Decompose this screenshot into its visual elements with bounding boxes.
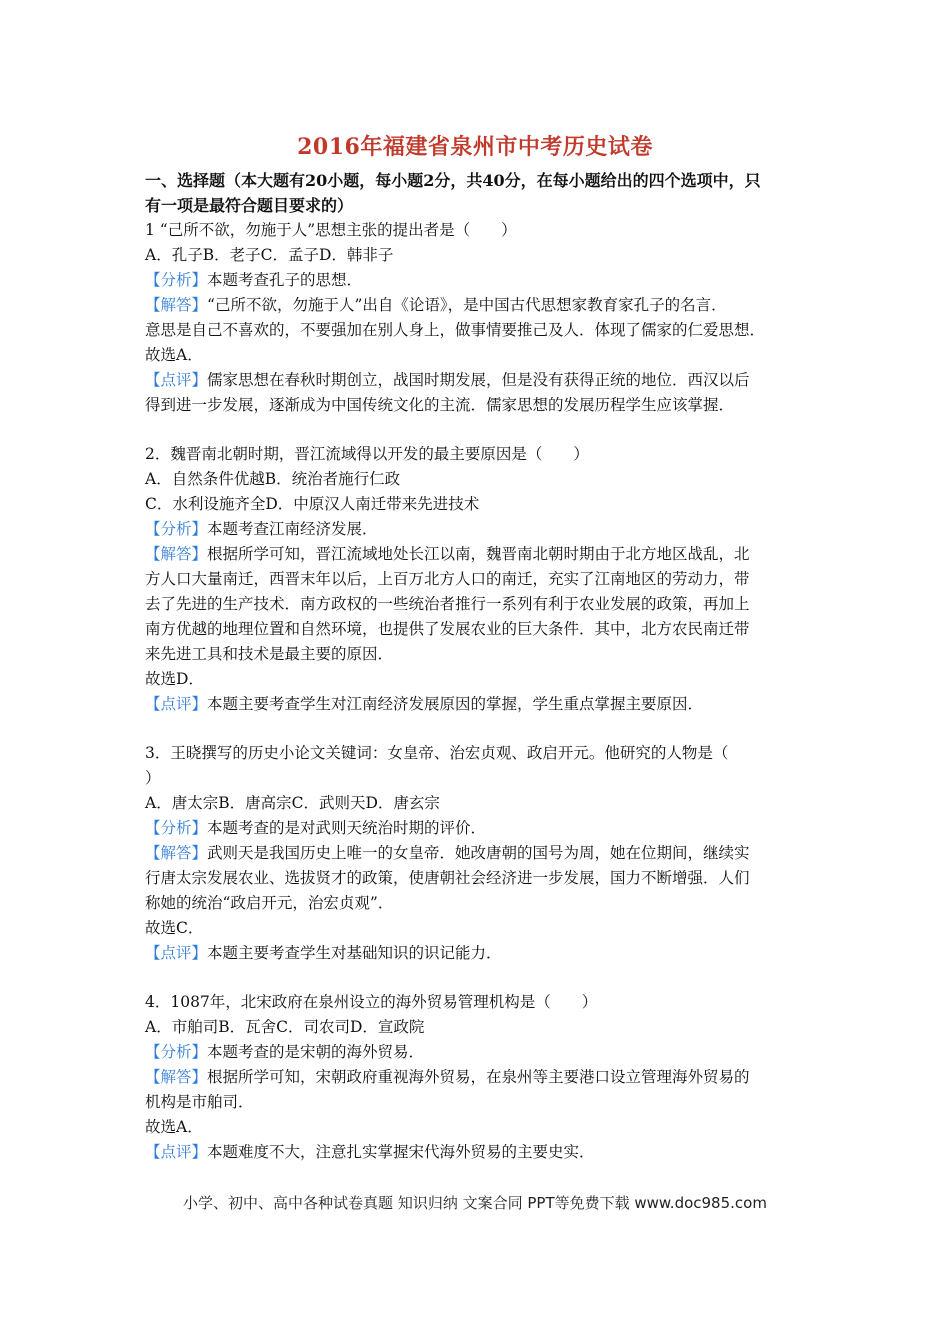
q1-answer (145, 293, 825, 318)
q3-analysis (145, 816, 825, 841)
q4-question: 4．1087年，北宋政府在泉州设立的海外贸易管理机构是（ ） (145, 993, 598, 1011)
q1-answer-line1: “己所不欲，勿施于人”出自《论语》，是中国古代思想家教育家孔子的名言． (207, 296, 727, 314)
analysis-tag: 【分析】 (145, 1043, 208, 1061)
q2-choice: 故选D． (145, 670, 204, 688)
q4-choice: 故选A． (145, 1118, 203, 1136)
q1-analysis-text: 本题考查孔子的思想． (207, 271, 363, 289)
q2-comment-text: 本题主要考查学生对江南经济发展原因的掌握，学生重点掌握主要原因． (207, 695, 704, 713)
q2-comment (145, 692, 825, 717)
q3-choice: 故选C． (145, 919, 204, 937)
analysis-tag: 【分析】 (145, 819, 208, 837)
comment-tag: 【点评】 (145, 695, 208, 713)
q2-answer-line3: 去了先进的生产技术．南方政权的一些统治者推行一系列有利于农业发展的政策，再加上 (145, 595, 750, 613)
analysis-tag: 【分析】 (145, 271, 208, 289)
q1-options: A．孔子B．老子C．孟子D．韩非子 (145, 246, 394, 264)
q3-answer-line3: 称她的统治“政启开元，治宏贞观”． (145, 894, 394, 912)
answer-tag: 【解答】 (145, 1068, 208, 1086)
q2-answer (145, 542, 825, 567)
q4-comment (145, 1140, 825, 1165)
comment-tag: 【点评】 (145, 944, 208, 962)
q4-analysis (145, 1040, 825, 1065)
q2-answer-line2: 方人口大量南迁，西晋末年以后，上百万北方人口的南迁，充实了江南地区的劳动力，带 (145, 570, 750, 588)
answer-tag: 【解答】 (145, 844, 208, 862)
comment-tag: 【点评】 (145, 1143, 208, 1161)
q1-analysis (145, 268, 825, 293)
q2-analysis (145, 517, 825, 542)
q4-options: A．市舶司B．瓦舍C．司农司D．宣政院 (145, 1018, 425, 1036)
q3-question-line2: ） (145, 769, 161, 787)
q3-answer (145, 841, 825, 866)
q2-answer-line5: 来先进工具和技术是最主要的原因． (145, 645, 394, 663)
page-title: 2016年福建省泉州市中考历史试卷 (297, 134, 653, 160)
answer-tag: 【解答】 (145, 296, 208, 314)
q4-answer-line1: 根据所学可知，宋朝政府重视海外贸易，在泉州等主要港口设立管理海外贸易的 (207, 1068, 750, 1086)
analysis-tag: 【分析】 (145, 520, 208, 538)
q1-comment-line2: 得到进一步发展，逐渐成为中国传统文化的主流．儒家思想的发展历程学生应该掌握． (145, 396, 735, 414)
q3-answer-line1: 武则天是我国历史上唯一的女皇帝．她改唐朝的国号为周，她在位期间，继续实 (207, 844, 750, 862)
q2-question: 2．魏晋南北朝时期，晋江流域得以开发的最主要原因是（ ） (145, 445, 589, 463)
q4-answer-line2: 机构是市舶司． (145, 1093, 254, 1111)
q3-comment-text: 本题主要考查学生对基础知识的识记能力． (207, 944, 502, 962)
q3-analysis-text: 本题考查的是对武则天统治时期的评价． (207, 819, 487, 837)
q1-question: 1 “己所不欲，勿施于人”思想主张的提出者是（ ） (145, 221, 517, 239)
q2-answer-line4: 南方优越的地理位置和自然环境，也提供了发展农业的巨大条件．其中，北方农民南迁带 (145, 620, 750, 638)
q1-comment (145, 368, 825, 393)
q1-choice: 故选A． (145, 346, 203, 364)
q3-question-line1: 3．王晓撰写的历史小论文关键词：女皇帝、治宏贞观、政启开元。他研究的人物是（ (145, 744, 729, 762)
q3-comment (145, 941, 825, 966)
q1-answer-line2: 意思是自己不喜欢的，不要强加在别人身上，做事情要推己及人．体现了儒家的仁爱思想． (145, 321, 766, 339)
q3-answer-line2: 行唐太宗发展农业、选拔贤才的政策，使唐朝社会经济进一步发展，国力不断增强．人们 (145, 869, 750, 887)
q1-comment-line1: 儒家思想在春秋时期创立，战国时期发展，但是没有获得正统的地位．西汉以后 (207, 371, 750, 389)
q4-answer (145, 1065, 825, 1090)
section-heading-line2: 有一项是最符合题目要求的） (145, 196, 354, 215)
q2-options-line1: A．自然条件优越B．统治者施行仁政 (145, 470, 401, 488)
comment-tag: 【点评】 (145, 371, 208, 389)
answer-tag: 【解答】 (145, 545, 208, 563)
section-heading-line1: 一、选择题（本大题有20小题，每小题2分，共40分，在每小题给出的四个选项中，只 (145, 171, 761, 190)
q2-analysis-text: 本题考查江南经济发展． (207, 520, 378, 538)
q2-answer-line1: 根据所学可知，晋江流域地处长江以南，魏晋南北朝时期由于北方地区战乱，北 (207, 545, 750, 563)
q4-comment-text: 本题难度不大，注意扎实掌握宋代海外贸易的主要史实． (207, 1143, 595, 1161)
q4-analysis-text: 本题考查的是宋朝的海外贸易． (207, 1043, 425, 1061)
q3-options: A．唐太宗B．唐高宗C．武则天D．唐玄宗 (145, 794, 440, 812)
q2-options-line2: C．水利设施齐全D．中原汉人南迁带来先进技术 (145, 495, 480, 513)
page-footer: 小学、初中、高中各种试卷真题 知识归纳 文案合同 PPT等免费下载 www.doc985.com (183, 1194, 767, 1212)
